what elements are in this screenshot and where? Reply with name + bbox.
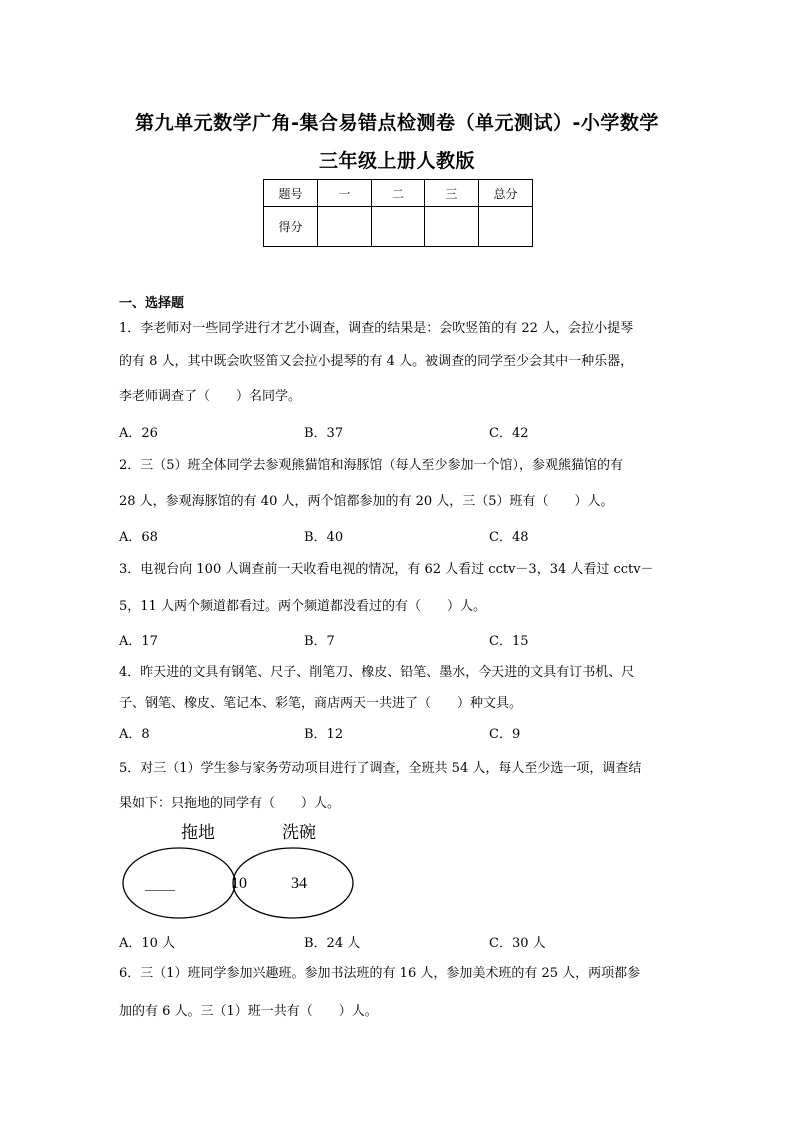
question-1-option-b: B．37 <box>304 426 344 441</box>
score-row-label: 得分 <box>264 207 318 247</box>
section-title: 一、选择题 <box>119 296 185 311</box>
question-3-option-c: C．15 <box>489 634 529 649</box>
score-table-score-row <box>264 207 533 247</box>
question-2-option-c: C．48 <box>489 530 529 545</box>
score-table-header-row <box>264 180 533 207</box>
question-3-option-a: A．17 <box>119 634 158 649</box>
score-cell-2 <box>372 207 425 247</box>
document-subtitle: 三年级上册人教版 <box>318 150 475 172</box>
question-2-option-a: A．68 <box>119 530 158 545</box>
question-4-line-1: 4．昨天进的文具有钢笔、尺子、削笔刀、橡皮、铅笔、墨水，今天进的文具有订书机、尺 <box>119 665 635 680</box>
venn-circle-mopping <box>123 848 235 918</box>
question-6-line-1: 6．三（1）班同学参加兴趣班。参加书法班的有 16 人，参加美术班的有 25 人，两项都参 <box>119 966 641 981</box>
score-header-cell: 一 <box>318 180 372 207</box>
venn-value-left-blank: ____ <box>145 873 175 891</box>
question-5-line-2: 果如下：只拖地的同学有（ ）人。 <box>119 796 341 811</box>
score-header-cell: 三 <box>425 180 479 207</box>
question-3-line-2: 5，11 人两个频道都看过。两个频道都没看过的有（ ）人。 <box>119 599 486 614</box>
question-2-line-2: 28 人，参观海豚馆的有 40 人，两个馆都参加的有 20 人，三（5）班有（ ）人。 <box>119 494 614 509</box>
venn-label-dishwashing: 洗碗 <box>282 823 316 843</box>
question-4-option-c: C．9 <box>489 727 521 742</box>
question-3-option-b: B．7 <box>304 634 335 649</box>
question-3-line-1: 3．电视台向 100 人调查前一天收看电视的情况，有 62 人看过 cctv－3，34 人看过 cctv－ <box>119 562 654 577</box>
venn-value-intersection: 10 <box>231 875 247 892</box>
question-5-line-1: 5．对三（1）学生参与家务劳动项目进行了调查，全班共 54 人，每人至少选一项，调查结 <box>119 761 642 776</box>
score-cell-3 <box>425 207 479 247</box>
document-title: 第九单元数学广角-集合易错点检测卷（单元测试）-小学数学 <box>135 112 659 134</box>
score-header-cell: 题号 <box>264 180 318 207</box>
question-1-line-3: 李老师调查了（ ）名同学。 <box>119 389 302 404</box>
question-5-option-b: B．24 人 <box>304 936 361 951</box>
question-1-option-a: A．26 <box>119 426 158 441</box>
venn-diagram <box>118 815 358 923</box>
question-1-option-c: C．42 <box>489 426 529 441</box>
venn-label-mopping: 拖地 <box>181 823 215 843</box>
question-4-option-a: A．8 <box>119 727 150 742</box>
score-header-cell: 总分 <box>479 180 533 207</box>
score-cell-total <box>479 207 533 247</box>
venn-value-right: 34 <box>291 875 307 892</box>
score-table <box>263 179 533 247</box>
score-cell-1 <box>318 207 372 247</box>
question-5-option-a: A．10 人 <box>119 936 176 951</box>
score-header-cell: 二 <box>372 180 425 207</box>
question-5-option-c: C．30 人 <box>489 936 546 951</box>
question-1-line-1: 1．李老师对一些同学进行才艺小调查，调查的结果是：会吹竖笛的有 22 人，会拉小提琴 <box>119 321 634 336</box>
question-1-line-2: 的有 8 人，其中既会吹竖笛又会拉小提琴的有 4 人。被调查的同学至少会其中一种乐器， <box>119 354 634 369</box>
question-6-line-2: 加的有 6 人。三（1）班一共有（ ）人。 <box>119 1004 378 1019</box>
question-2-option-b: B．40 <box>304 530 344 545</box>
question-4-line-2: 子、钢笔、橡皮、笔记本、彩笔，商店两天一共进了（ ）种文具。 <box>119 696 523 711</box>
question-2-line-1: 2．三（5）班全体同学去参观熊猫馆和海豚馆（每人至少参加一个馆），参观熊猫馆的有 <box>119 458 624 473</box>
question-4-option-b: B．12 <box>304 727 344 742</box>
